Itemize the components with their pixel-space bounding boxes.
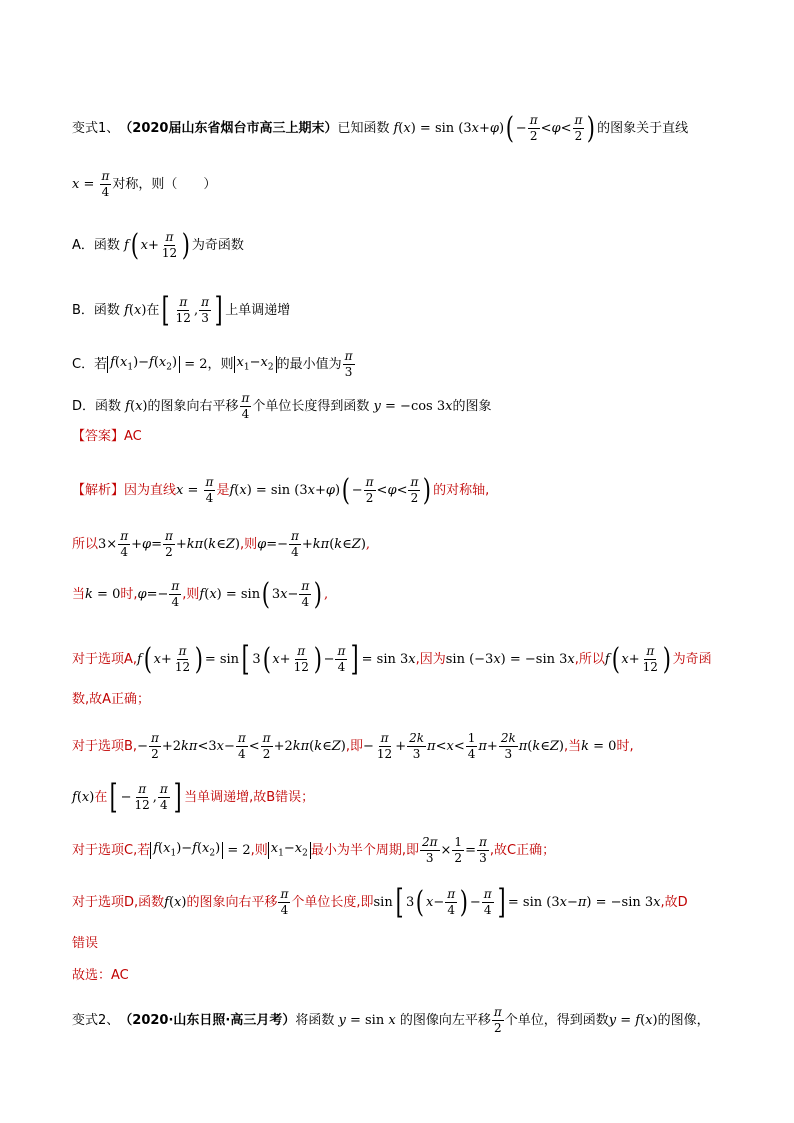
option-d-pre: 函数: [95, 399, 122, 415]
variant1-source: （2020届山东省烟台市高三上期末）: [119, 121, 338, 137]
analysis-text: ,当: [563, 739, 582, 755]
analysis-text: ,故C正确；: [489, 843, 556, 859]
analysis-line-1: 【解析】 因为直线 x = $\frac{\pi}{4}$ 是 f ( x ) = sin (3 x + φ ) ( − $\frac{\pi}{2}$ < φ < $\frac{\pi}{2}$ ) 的对称轴,: [72, 472, 490, 508]
variant2-stem-line: 变式2、 （2020·山东日照·高三月考） 将函数 y = sin x 的图像向左平移 $\frac{\pi}{2}$ 个单位，得到函数 y = f ( x ) 的图像，: [72, 1005, 710, 1036]
option-a: A． 函数 f ( x + $\frac{\pi}{12}$ ) 为奇函数: [72, 227, 244, 263]
analysis-line-11: [72, 969, 794, 982]
option-d-mid: 的图象向右平移: [147, 399, 239, 415]
answer-label: 【答案】: [72, 429, 125, 444]
variant2-text: 将函数: [295, 1013, 335, 1029]
option-a-post: 为奇函数: [191, 238, 244, 254]
analysis-line-6: 对于选项B, − $\frac{\pi}{2}$ +2 kπ <3 x − $\frac{\pi}{4}$ < $\frac{\pi}{2}$ +2 kπ ( k ∈ Z ) ,即 − $\frac{\pi}{12}$ + $\frac{2k}{3}$ π < x < $\frac{1}{4}$ π + $\frac{2k}{3}$ π ( k ∈ Z ) ,当 k = 0 时,: [72, 731, 634, 762]
analysis-line-5: [72, 693, 794, 706]
analysis-text: 当: [72, 587, 86, 603]
option-b-letter: B．: [72, 303, 94, 319]
analysis-text: ,即: [345, 739, 364, 755]
variant2-source: （2020·山东日照·高三月考）: [119, 1013, 296, 1029]
answer-value: AC: [124, 429, 142, 444]
analysis-text: 时,: [120, 587, 138, 603]
option-b-mid: 在: [146, 303, 160, 319]
analysis-text: ,所以: [574, 652, 605, 668]
analysis-text: 错误: [72, 936, 99, 951]
analysis-line-8: 对于选项C,若 $f(x_1)-f(x_2)$ = 2 ,则 $x_1-x_2$ 最小为半个周期,即 $\frac{2\pi}{3}$ × $\frac{1}{2}$ = $\frac{\pi}{3}$ ,故C正确；: [72, 835, 556, 866]
option-a-pre: 函数: [93, 238, 120, 254]
analysis-text: ,因为: [415, 652, 446, 668]
analysis-text: ,则: [239, 537, 258, 553]
analysis-text: 时,: [616, 739, 634, 755]
option-d-letter: D．: [72, 399, 96, 415]
analysis-text: 的图象向右平移: [186, 895, 278, 911]
analysis-line-9: 对于选项D,函数 f ( x ) 的图象向右平移 $\frac{\pi}{4}$ 个单位长度,即 sin [ 3 ( x − $\frac{\pi}{4}$ ) − $\frac{\pi}{4}$ ] = sin (3 x − π ) = −sin 3 x ,故D: [72, 882, 688, 923]
analysis-text: ,则: [250, 843, 268, 859]
analysis-text: 的对称轴,: [433, 483, 490, 499]
variant1-stem-line2: x = $\frac{\pi}{4}$ 对称，则（ ）: [72, 169, 217, 200]
variant1-stem-line: 变式1、 （2020届山东省烟台市高三上期末） 已知函数 f ( x ) = sin (3 x + φ ) ( − $\frac{\pi}{2}$ < φ < $\frac{\pi}{2}$ ) 的图象关于直线: [72, 110, 689, 146]
analysis-line-3: 当 k = 0 时, φ =− $\frac{\pi}{4}$ ,则 f ( x ) = sin ( 3 x − $\frac{\pi}{4}$ ) ,: [72, 576, 329, 612]
formula-f-def: f: [393, 121, 399, 137]
analysis-label: 【解析】: [72, 483, 125, 499]
variant2-text: 的图像，: [657, 1013, 710, 1029]
variant2-text: 的图像向左平移: [399, 1013, 491, 1029]
variant2-text: 个单位，得到函数: [504, 1013, 609, 1029]
analysis-text: 所以: [72, 537, 99, 553]
option-d: D． 函数 f ( x ) 的图象向右平移 $\frac{\pi}{4}$ 个单位长度得到函数 y = −cos 3 x 的图象: [72, 391, 492, 422]
analysis-text: 因为直线: [124, 483, 177, 499]
analysis-line-2: 所以 3× $\frac{\pi}{4}$ + φ = $\frac{\pi}{2}$ + kπ ( k ∈ Z ) ,则 φ =− $\frac{\pi}{4}$ + kπ ( k ∈ Z ) ,: [72, 529, 371, 560]
variant1-label: 变式1、: [72, 121, 120, 137]
analysis-line-7: f ( x ) 在 [ − $\frac{\pi}{12}$ , $\frac{\pi}{4}$ ] 当单调递增,故B错误；: [72, 777, 315, 818]
variant1-stem-text: 已知函数: [337, 121, 390, 137]
analysis-text: 对于选项D,函数: [72, 895, 165, 911]
option-b-pre: 函数: [93, 303, 120, 319]
option-c-mid: ，则: [207, 357, 234, 373]
option-c-post: 的最小值为: [276, 357, 342, 373]
analysis-text: 对于选项C,若: [72, 843, 151, 859]
option-d-post: 的图象: [452, 399, 492, 415]
variant1-stem-end: 的图象关于直线: [597, 121, 689, 137]
variant2-label: 变式2、: [72, 1013, 120, 1029]
analysis-text: 对于选项A,: [72, 652, 138, 668]
analysis-text: 当单调递增,故B错误；: [184, 790, 315, 806]
option-c-letter: C．: [72, 357, 95, 373]
analysis-text: 在: [94, 790, 108, 806]
variant1-stem2: 对称，则（ ）: [112, 177, 217, 193]
option-c-pre: 若: [94, 357, 108, 373]
analysis-text: 个单位长度,即: [291, 895, 374, 911]
option-b-post: 上单调递增: [225, 303, 291, 319]
option-b: B． 函数 f ( x ) 在 [ $\frac{\pi}{12}$ , $\frac{\pi}{3}$ ] 上单调递增: [72, 290, 291, 331]
analysis-text: 对于选项B,: [72, 739, 138, 755]
answer-line: [72, 430, 794, 443]
analysis-text: 为奇函: [672, 652, 712, 668]
analysis-text: ,故D: [660, 895, 688, 911]
analysis-text: 数,故A正确；: [72, 692, 151, 707]
option-a-letter: A．: [72, 238, 94, 254]
option-d-mid2: 个单位长度得到函数: [252, 399, 370, 415]
analysis-text: 是: [216, 483, 230, 499]
option-c: C． 若 $f(x_1)-f(x_2)$ = 2 ，则 $x_1-x_2$ 的最小值为 $\frac{\pi}{3}$: [72, 349, 353, 380]
analysis-text: 故选：AC: [72, 968, 129, 983]
analysis-text: 最小为半个周期,即: [310, 843, 419, 859]
analysis-line-4: 对于选项A, f ( x + $\frac{\pi}{12}$ ) = sin [ 3 ( x + $\frac{\pi}{12}$ ) − $\frac{\pi}{4}$ ] = sin 3 x ,因为 sin (−3 x ) = −sin 3 x ,所以 f ( x + $\frac{\pi}{12}$ ) 为奇函: [72, 639, 712, 680]
analysis-line-10: [72, 937, 794, 950]
analysis-text: ,则: [182, 587, 200, 603]
